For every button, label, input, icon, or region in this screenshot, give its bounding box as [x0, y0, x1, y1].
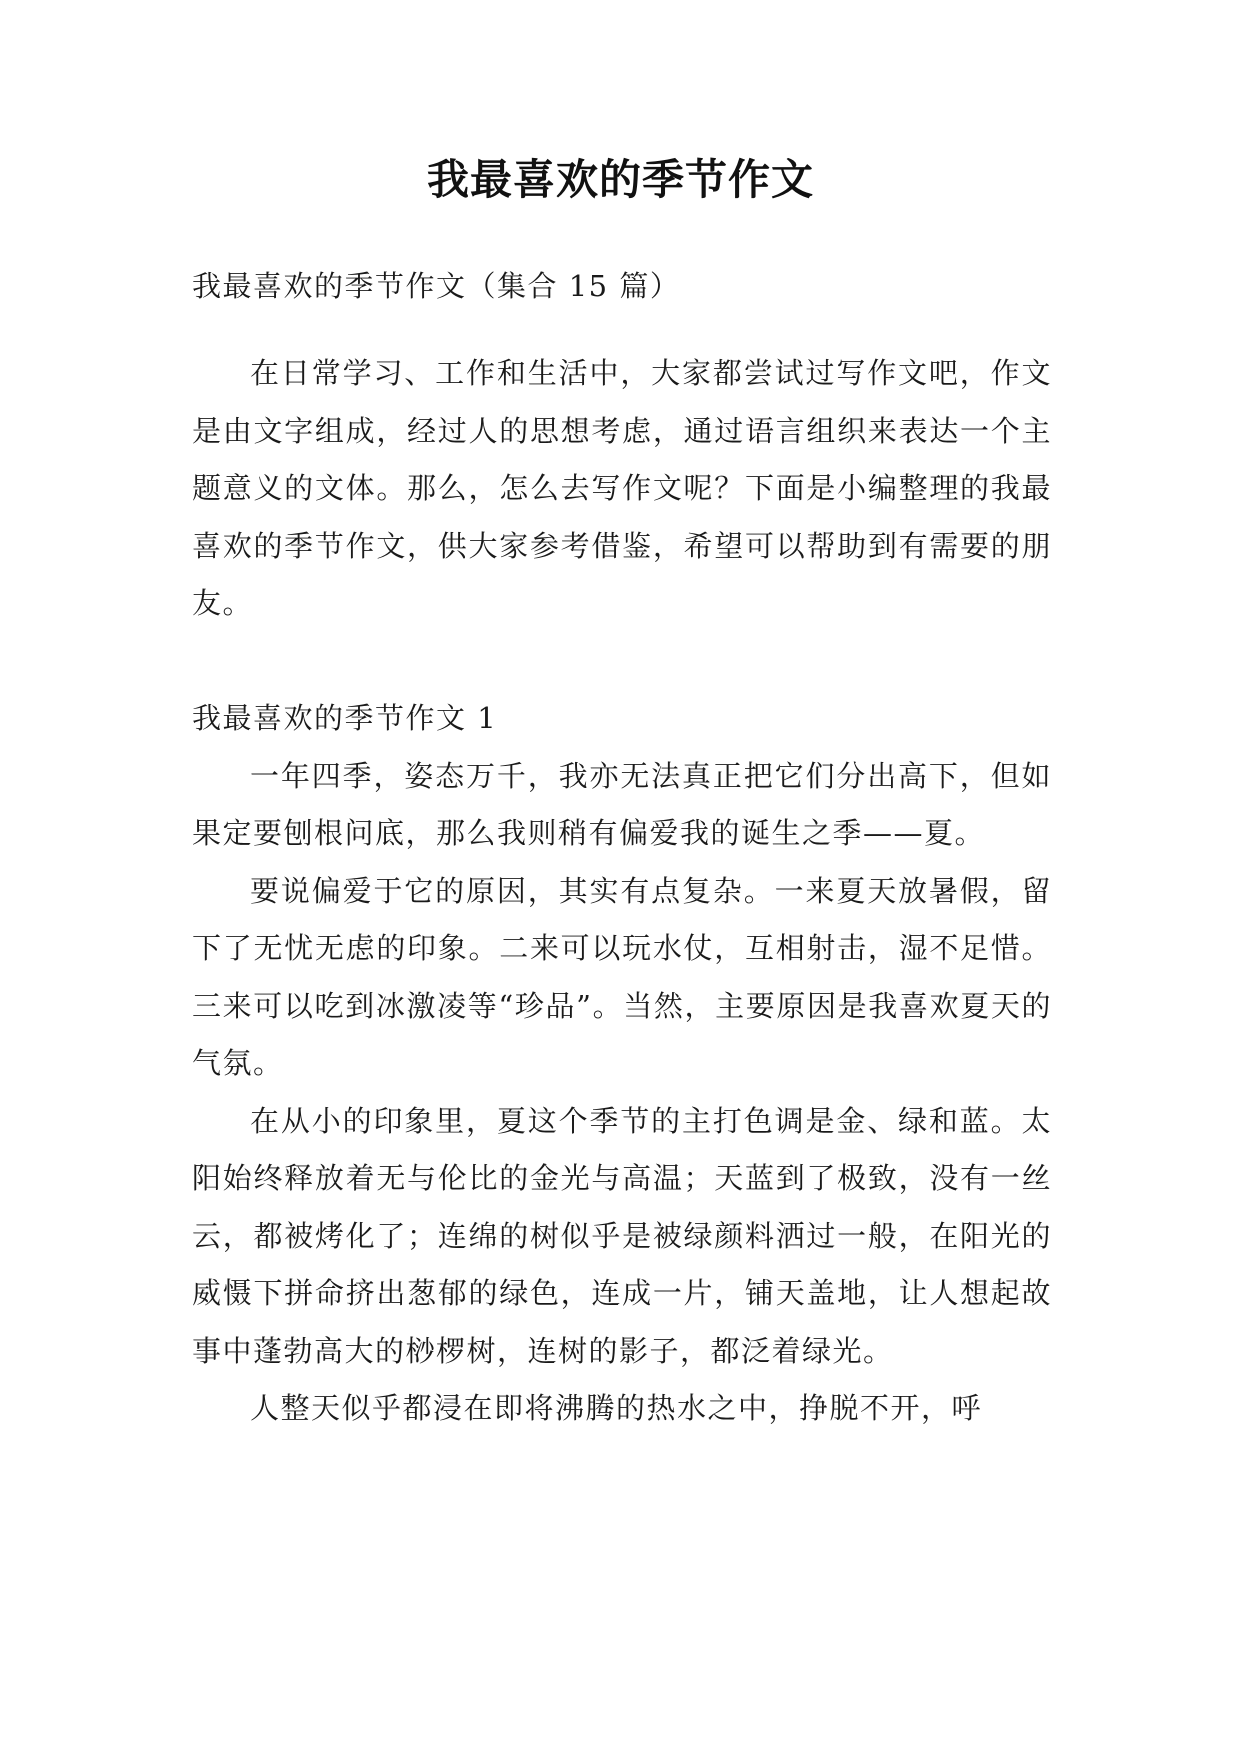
- essay-1-paragraph: 人整天似乎都浸在即将沸腾的热水之中，挣脱不开，呼: [250, 1391, 983, 1425]
- essay-1-section: [192, 690, 1052, 1438]
- essay-1-heading: 我最喜欢的季节作文 1: [192, 701, 498, 735]
- intro-paragraph: 在日常学习、工作和生活中，大家都尝试过写作文吧，作文是由文字组成，经过人的思想考虑，通过语言组织来表达一个主题意义的文体。那么，怎么去写作文呢？下面是小编整理的我最喜欢的季节作文，供大家参考借鉴，希望可以帮助到有需要的朋友。: [192, 356, 1052, 620]
- essay-1-paragraph: 在从小的印象里，夏这个季节的主打色调是金、绿和蓝。太阳始终释放着无与伦比的金光与高温；天蓝到了极致，没有一丝云，都被烤化了；连绵的树似乎是被绿颜料洒过一般，在阳光的威慑下拼命挤出葱郁的绿色，连成一片，铺天盖地，让人想起故事中蓬勃高大的桫椤树，连树的影子，都泛着绿光。: [192, 1103, 1052, 1368]
- essay-1-paragraph: 一年四季，姿态万千，我亦无法真正把它们分出高下，但如果定要刨根问底，那么我则稍有偏爱我的诞生之季——夏。: [192, 758, 1052, 850]
- document-subtitle: 我最喜欢的季节作文（集合 15 篇）: [192, 269, 681, 303]
- essay-1-paragraph: 要说偏爱于它的原因，其实有点复杂。一来夏天放暑假，留下了无忧无虑的印象。二来可以玩水仗，互相射击，湿不足惜。三来可以吃到冰激凌等“珍品”。当然，主要原因是我喜欢夏天的气氛。: [192, 873, 1052, 1080]
- document-title: 我最喜欢的季节作文: [426, 155, 814, 204]
- intro-section: [192, 345, 1052, 633]
